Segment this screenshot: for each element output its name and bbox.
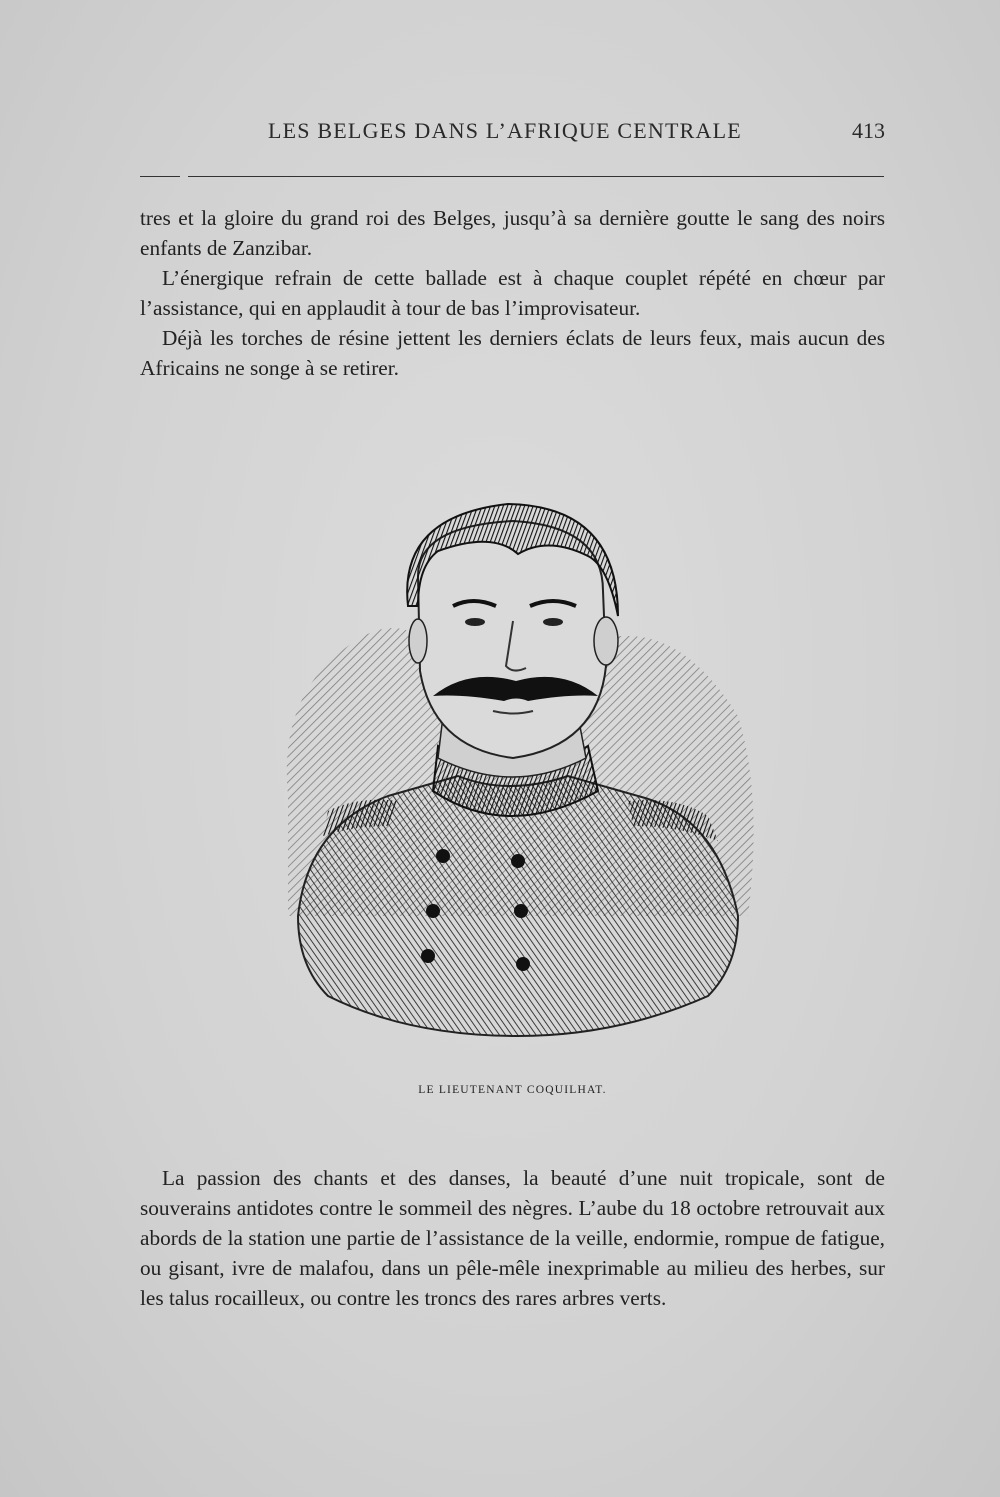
body-text-bottom xyxy=(140,1163,885,1313)
coat-button xyxy=(426,904,440,918)
coat-button xyxy=(514,904,528,918)
page-number: 413 xyxy=(852,118,885,143)
paragraph: La passion des chants et des danses, la beauté d’une nuit tropicale, sont de souverains antidotes contre le sommeil des nègres. L’aube du 18 octobre retrouvait aux abords de la station une partie de l’assistance de la veille, endormie, rompue de fatigue, ou gisant, ivre de malafou, dans un pêle-mêle inexprimable au milieu des herbes, sur les talus rocailleux, ou contre les troncs des rares arbres verts. xyxy=(140,1166,885,1310)
coat-button xyxy=(421,949,435,963)
eye-left xyxy=(465,618,485,626)
portrait-engraving xyxy=(268,496,758,1041)
paragraph: L’énergique refrain de cette ballade est à chaque couplet répété en chœur par l’assistance, qui en applaudit à tour de bas l’improvisateur. xyxy=(140,266,885,320)
paragraph-continuation: tres et la gloire du grand roi des Belges, jusqu’à sa dernière goutte le sang des noirs enfants de Zanzibar. xyxy=(140,206,885,260)
header-rule-long xyxy=(188,176,884,177)
ear-right xyxy=(594,617,618,665)
coat-button xyxy=(511,854,525,868)
coat-button xyxy=(516,957,530,971)
ear-left xyxy=(409,619,427,663)
eye-right xyxy=(543,618,563,626)
header-rule-short xyxy=(140,176,180,177)
running-title: LES BELGES DANS L’AFRIQUE CENTRALE xyxy=(268,118,742,143)
face xyxy=(418,521,606,758)
coat-button xyxy=(436,849,450,863)
body-text-top xyxy=(140,203,885,383)
page-header xyxy=(140,118,885,152)
paragraph: Déjà les torches de résine jettent les derniers éclats de leurs feux, mais aucun des Africains ne songe à se retirer. xyxy=(140,326,885,380)
illustration-caption: LE LIEUTENANT COQUILHAT. xyxy=(418,1084,607,1096)
